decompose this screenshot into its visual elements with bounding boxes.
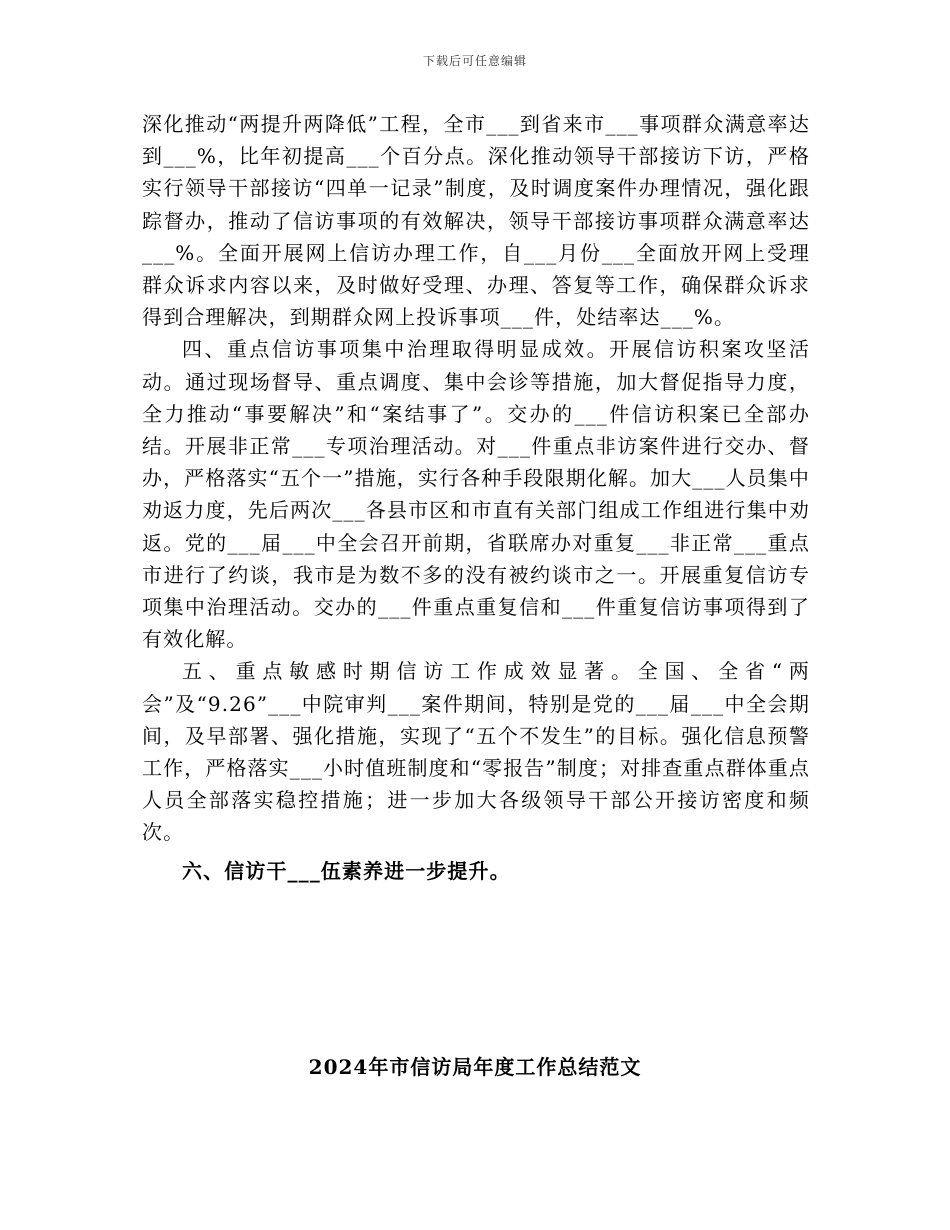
section-6-heading: 六、信访干___伍素养进一步提升。 bbox=[182, 858, 511, 883]
paragraph-section-5: 五、重点敏感时期信访工作成效显著。全国、全省“两会”及“9.26”___中院审判___案件期间，特别是党的___届___中全会期间，及早部署、强化措施，实现了“五个不发生”的目标。强化信息预警工作，严格落实___小时值班制度和“零报告”制度；对排查重点群体重点人员全部落实稳控措施；进一步加大各级领导干部公开接访密度和频次。 bbox=[142, 659, 810, 845]
document-body bbox=[142, 108, 810, 887]
document-title: 2024年市信访局年度工作总结范文 bbox=[308, 1055, 642, 1079]
page-header-note: 下载后可任意编辑 bbox=[422, 54, 527, 68]
paragraph-continuation: 深化推动“两提升两降低”工程，全市___到省来市___事项群众满意率达到___%，比年初提高___个百分点。深化推动领导干部接访下访，严格实行领导干部接访“四单一记录”制度，及时调度案件办理情况，强化跟踪督办，推动了信访事项的有效解决，领导干部接访事项群众满意率达___%。全面开展网上信访办理工作，自___月份___全面放开网上受理群众诉求内容以来，及时做好受理、办理、答复等工作，确保群众诉求得到合理解决，到期群众网上投诉事项___件，处结率达___%。 bbox=[142, 112, 810, 330]
paragraph-section-4: 四、重点信访事项集中治理取得明显成效。开展信访积案攻坚活动。通过现场督导、重点调度、集中会诊等措施，加大督促指导力度，全力推动“事要解决”和“案结事了”。交办的___件信访积案已全部办结。开展非正常___专项治理活动。对___件重点非访案件进行交办、督办，严格落实“五个一”措施，实行各种手段限期化解。加大___人员集中劝返力度，先后两次___各县市区和市直有关部门组成工作组进行集中劝返。党的___届___中全会召开前期，省联席办对重复___非正常___重点市进行了约谈，我市是为数不多的没有被约谈市之一。开展重复信访专项集中治理活动。交办的___件重点重复信和___件重复信访事项得到了有效化解。 bbox=[142, 337, 810, 652]
